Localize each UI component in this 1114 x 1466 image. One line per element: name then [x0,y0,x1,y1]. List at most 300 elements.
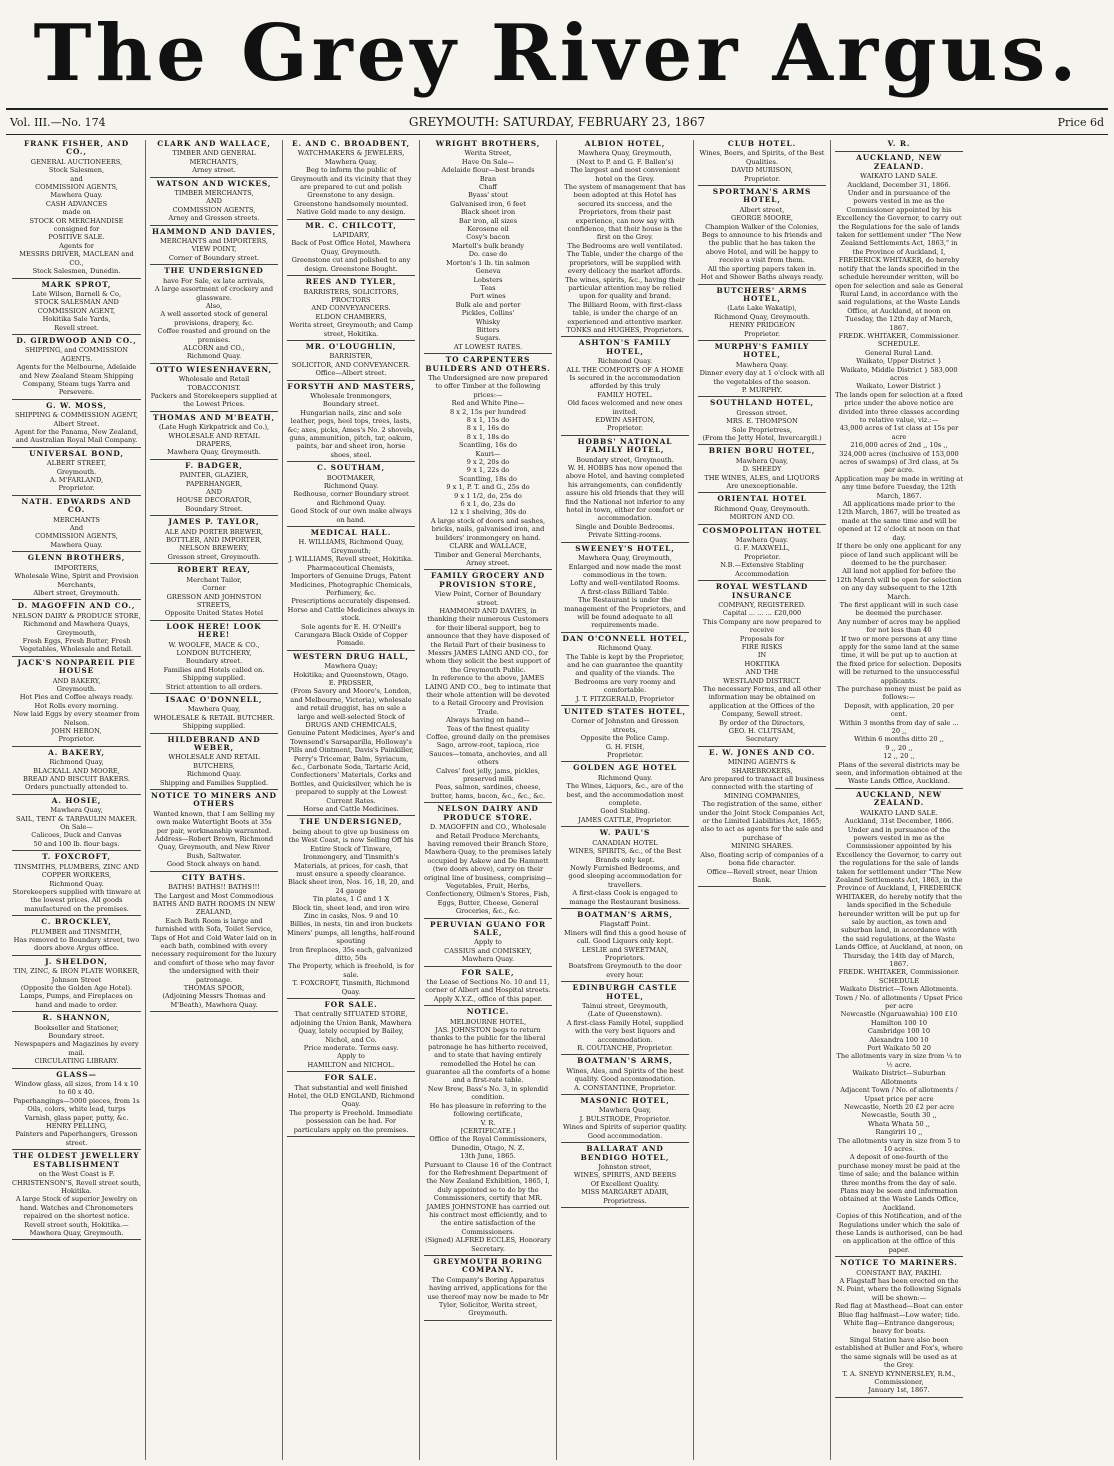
ad-text-line: Waikato District—Town Allotments. [839,985,959,994]
ad-text-line: WESTLAND DISTRICT. [723,676,801,685]
advertisement [287,464,415,527]
ad-text-line: On Sale— [60,823,93,832]
ad-title: J. SHELDON, [45,956,108,966]
ad-text-line: Do. case do [468,250,508,259]
ad-text-line: Arney and Gresson streets. [168,214,260,223]
ad-text-line: WINES, SPIRITS, &c., of the Best Brands only kept. [568,847,682,864]
ad-title: HAMMOND AND DAVIES, [152,226,276,236]
ad-text-line: Mawhera Quay, Greymouth, [578,149,672,158]
ad-text-line: If there be only one applicant for any piece of land such applicant will be deemed to be the purchaser. [836,542,962,567]
advertisement [561,764,689,827]
column-1 [8,140,145,1460]
ad-text-line: Corner of Johnston and Gresson streets, [571,717,679,734]
ad-text-line: GEORGE MOORE, [730,214,794,223]
ad-text-line: Wines, Ales, and Spirits of the best quality. Good accommodation. [566,1066,684,1084]
ad-text-line: Application may be made in writing at any time before Tuesday, the 12th March, 1867. [835,474,964,500]
ad-text-line: Proposals for [739,634,785,643]
advertisement [12,602,141,656]
ad-text-line: AND BAKERY, [52,676,101,685]
ad-text-line: JAS. JOHNSTON begs to return thanks to the public for the liberal patronage he has hitherto received, and to state that having entirely remodelled the Hotel he can guarantee all the comforts of a home and a first-rate table. [426,1026,550,1085]
ad-text-line: BREAD AND BISCUIT BAKERS. [22,775,131,784]
ad-text-line: Mawhera Quay, [735,456,789,465]
ad-text-line: Champion Walker of the Colonies, Begs to announce to his friends and the public that he has taken the above Hotel, and will be happy to receive a visit from them. [701,222,823,265]
ad-text-line: FREDK. WHITAKER, Commissioner. [838,968,960,977]
ad-text-line: GENERAL AUCTIONEERS, [30,157,123,166]
ad-text-line: MINING SHARES. [730,842,794,851]
advertisement [561,829,689,909]
ad-text-line: MISS MARGARET ADAIR, Proprietress. [581,1188,669,1205]
ad-text-line: The Largest and Most Commodious [154,891,274,900]
ad-text-line: (Next to P. and G. F. Ballen's) [576,157,674,166]
advertisement [561,984,689,1055]
ad-text-line: Morton's 1 lb. tin salmon [446,258,530,267]
advertisement [698,583,826,747]
ad-text-line: Newly Furnished Bedrooms, and good sleeping accommodation for travellers. [568,863,682,889]
ad-title: FORSYTH AND MASTERS, [287,381,415,391]
advertisement [12,337,141,400]
ad-text-line: consigned for [53,225,100,234]
ad-text-line: Blue flag halfmast—Low water; tide. [837,1310,961,1319]
ad-text-line: 8 x 1, 18s do [466,432,510,441]
ad-text-line: Newcastle, North 20 £2 per acre [843,1102,955,1111]
ad-text-line: Richmond Quay. [597,357,653,366]
ad-text-line: Newspapers and Magazines by every mail. [14,1040,139,1057]
ad-title: CLUB HOTEL. [727,140,797,148]
ad-title: ASHTON'S FAMILY HOTEL, [578,338,672,356]
ad-text-line: VIEW POINT, [191,245,237,254]
ad-text-line: Richmond Quay. [49,879,104,888]
ad-text-line: Mawhera Quay. [50,191,103,200]
ad-title: FOR SALE. [324,1073,378,1083]
advertisement [287,529,415,651]
ad-text-line: CANADIAN HOTEL [592,838,658,847]
ad-text-line: WAIKATO LAND SALE. [860,172,938,181]
ad-text-line: 9 ,, 20 ,, [885,743,913,752]
advertisement [150,623,278,694]
ad-title: F. BADGER, [185,460,243,470]
ad-text-line: Greymouth. [56,684,97,693]
ad-text-line: A large assortment of crockery and glassware. [154,285,274,302]
advertisement [287,343,415,381]
ad-title: ROYAL WESTLAND INSURANCE [715,582,809,600]
ad-text-line: ALL THE COMFORTS OF A HOME [566,365,684,374]
ad-title: OTTO WIESENHAVERN, [155,364,273,374]
ad-title: LOOK HERE! LOOK HERE! [166,621,262,640]
ad-text-line: 216,000 acres of 2nd ,, 10s ,, [850,441,948,450]
ad-text-line: D. SHEEDY [742,465,782,474]
ad-title: JAMES P. TAYLOR, [168,517,260,527]
ad-text-line: Newcastle, South 30 ,, [861,1111,937,1120]
ad-text-line: Newcastle (Ngaruawahia) 100 £10 [840,1010,958,1019]
ad-text-line: AND [206,197,222,206]
advertisement [12,498,141,552]
ad-text-line: MERCHANTS [53,515,100,524]
ad-text-line: Apply to [474,938,502,947]
ad-text-line: CIRCULATING LIBRARY. [34,1057,119,1066]
ad-title: R. SHANNON, [42,1013,111,1023]
advertisement [835,154,963,788]
ad-title: MASONIC HOTEL, [580,1096,670,1106]
ad-text-line: Good Stock always on hand. [166,860,262,869]
ad-text-line: Arney street. [466,558,510,567]
advertisement [561,635,689,706]
ad-text-line: Pharmaceutical Chemists, [307,563,395,572]
ad-title: ISAAC O'DONNELL, [165,694,263,704]
ad-text-line: Plans may be seen and information obtained at the Waste Lands Office, Auckland. [839,1186,959,1212]
ad-text-line: Mawhera Quay, [598,1106,652,1115]
ad-text-line: TIN, ZINC, & IRON PLATE WORKER, [13,967,140,976]
ad-title: C. SOUTHAM, [317,463,385,473]
ad-text-line: MRS. E. THOMPSON [726,417,798,426]
ad-text-line: Pursuant to Clause 16 of the Contract for the Refreshment Department of the New Zealand Exhibition, 1865, I, duly appointed so to do by the Commissioners, certify that MR. JAMES JOHNSTONE has carried out his contract most efficiently, and to the entire satisfaction of the Commissioners. [424,1160,552,1236]
ad-title: BALLARAT AND BENDIGO HOTEL, [580,1144,670,1162]
ad-text-line: Plans of the several districts may be seen, and information obtained at the Waste Lands Office, Auckland. [835,760,963,786]
ad-text-line: Proprietor. [58,484,95,493]
ad-text-line: R. COUTANCHE, Proprietor. [577,1044,673,1053]
ad-text-line: ALE AND PORTER BREWER, [164,527,264,536]
advertisement [150,566,278,620]
ad-text-line: Agent for the Panama, New Zealand, and Australian Royal Mail Company. [14,428,139,445]
ad-text-line: COMMISSION AGENTS, [35,183,118,192]
ad-text-line: The necessary Forms, and all other information may be obtained on application at the Offices of the Company, Sewell street. [703,684,821,719]
ad-title: HILDEBRAND AND WEBER, [167,734,261,752]
ad-title: ROBERT REAY, [177,565,251,575]
ad-text-line: Hokitika; and Queenstown, Otago. [293,670,409,679]
ad-title: SWEENEY'S HOTEL, [575,543,675,553]
columns-container [8,140,1106,1460]
ad-text-line: Singal Station have also been established at Buller and Fox's, where the same signals will be used as at the Grey. [835,1335,963,1370]
ad-text-line: The Billiard Room, with first-class table, is under the charge of an experienced and attentive marker. [567,300,683,326]
ad-text-line: Proprietor. [743,174,781,183]
ad-text-line: Mawhera Quay. [735,536,789,545]
advertisement [698,447,826,493]
ad-text-line: Tainui street, Greymouth, [582,1002,668,1010]
ad-text-line: January 1st, 1867. [868,1386,930,1395]
advertisement [12,958,141,1012]
advertisement [424,1008,552,1256]
ad-text-line: COMMISSION AGENTS, [172,205,256,214]
ad-text-line: H. WILLIAMS, Richmond Quay, Greymouth; [298,538,404,555]
ad-text-line: Hot Pies and Coffee always ready. [19,693,134,702]
ad-text-line: Wholesale Ironmongers, [310,391,392,400]
ad-text-line: STOCK SALESMAN AND COMMISSION AGENT, [34,298,119,315]
ad-text-line: WHOLESALE & RETAIL BUTCHER. [153,713,275,722]
ad-text-line: Window glass, all sizes, from 14 x 10 to 60 x 40. [14,1080,139,1097]
ad-text-line: PAPERHANGER, [185,479,243,488]
ad-text-line: Red flag at Masthead—Boat can enter [835,1302,963,1311]
ad-text-line: Town / No. of allotments / Upset Price per acre [835,993,963,1011]
ad-title: T. FOXCROFT, [42,852,111,862]
advertisement [424,805,552,918]
ad-text-line: Storekeepers supplied with tinware at the lowest prices. All goods manufactured on the premises. [12,887,141,913]
ad-text-line: W. WOOLFE, MACE & CO., [168,640,260,649]
ad-text-line: 13th June, 1865. [460,1152,516,1161]
ad-text-line: Werita street, Greymouth; and Camp street, Hokitika. [289,321,413,338]
ad-title: E. AND C. BROADBENT, [291,140,410,148]
ad-text-line: Always having on hand— [446,716,530,725]
ad-text-line: LONDON BUTCHERY, [176,648,252,657]
ad-text-line: Zinc in casks, Nos. 9 and 10 [303,911,399,920]
ad-text-line: Johnston street, [598,1162,652,1171]
ad-text-line: J. BULSTRODE, Proprietor. [579,1114,671,1123]
advertisement [561,1145,689,1208]
ad-text-line: BARRISTERS, SOLICITORS, PROCTORS [303,287,399,304]
ad-text-line: Albert street, [739,205,785,214]
ad-text-line: the Lease of Sections No. 10 and 11, corner of Albert and Hospital streets. Apply X.Y.Z., office of this paper. [425,978,551,1003]
ad-text-line: Waikato, Lower District } [856,382,942,391]
ad-title: REES AND TYLER, [305,277,397,287]
ad-text-line: Shipping supplied. [182,674,246,683]
ad-text-line: BATHS AND BATH ROOMS IN NEW ZEALAND, [152,899,276,917]
ad-text-line: (Opposite the Golden Age Hotel). [20,983,133,992]
ad-text-line: Miners will find this a good house of call. Good Liquors only kept. [564,928,686,946]
ad-text-line: BARRISTER, [329,352,373,361]
ad-text-line: EDWIN ASHTON, [595,416,655,424]
ad-text-line: Calicoes, Duck and Canvas [31,831,122,840]
ad-title: HOBBS' NATIONAL FAMILY HOTEL, [577,436,673,455]
ad-text-line: Late Wilson, Barnell & Co, [31,289,122,298]
ad-text-line: MORTON AND CO. [729,513,795,522]
ad-title: MR. O'LOUGHLIN, [305,341,397,351]
advertisement [287,653,415,817]
advertisement [150,140,278,178]
ad-text-line: That substantial and well finished Hotel, the OLD ENGLAND, Richmond Quay. [287,1083,415,1109]
ad-title: WRIGHT BROTHERS, [435,140,541,148]
ad-text-line: Cosy's bacon [466,233,510,242]
ad-text-line: View Point, Corner of Boundary street. [434,590,542,607]
ad-text-line: Back of Post Office Hotel, Mawhera Quay, Greymouth. [291,239,411,256]
ad-text-line: THOMAS SPOOR, [183,983,245,992]
ad-title: NOTICE. [466,1007,510,1017]
ad-text-line: Boundary Street. [185,504,243,513]
ad-text-line: Under and in pursuance of the powers vested in me as the Commissioner appointed by his Excellency the Governor, to carry out the regulations for the sale of lands taken for settlement under "The New Zealand Settlements Act, 1863, in the Province of Auckland, I, FREDERICK WHITAKER, do hereby notify that the lands specified in the Schedule hereunder written will be put up for sale by auction, as town and suburban land, in accordance with the said regulations, at the Waste Lands Office, at Auckland, at noon, on Thursday, the 14th day of March, 1867. [835,825,963,968]
ad-text-line: Enlarged and now made the most commodious in the town. [568,562,682,579]
ad-text-line: GEO. H. CLUTSAM, [728,727,796,735]
advertisement [287,383,415,463]
advertisement [424,1258,552,1321]
ad-text-line: Tin plates, 1 C and 1 X [312,895,390,904]
ad-text-line: E. PROSSER, [328,678,374,687]
ad-text-line: BUTCHERS, [193,761,235,770]
ad-text-line: CLARK and WALLACE, [449,542,527,551]
ad-text-line: POSITIVE SALE. [48,233,105,242]
ad-text-line: 50 and 100 lb. flour bags. [33,839,120,848]
ad-text-line: Also, floating scrip of companies of a bona fide character. [700,850,824,868]
ad-text-line: The allotments vary in size from ¼ to ½ acre. [836,1052,962,1069]
ad-text-line: PAINTER, GLAZIER, [179,471,249,480]
volume-number: Vol. III.—No. 174 [10,115,106,129]
ad-title: THOMAS AND M'BEATH, [152,412,276,422]
ad-text-line: Strict attention to all orders. [165,682,263,691]
ad-text-line: (Late Lake Wakatip), [727,304,797,313]
ad-text-line: Good Stock of our own make always on hand. [290,507,412,524]
ad-text-line: NELSON BREWERY, [179,544,249,553]
ad-text-line: Richmond Quay, [49,758,104,767]
ad-text-line: Mawhera Quay, [50,806,103,815]
ad-text-line: Price moderate. Terms easy. [303,1044,399,1053]
ad-text-line: Wines, Beers, and Spirits, of the Best Qualities. [699,149,825,166]
advertisement [424,572,552,803]
ad-text-line: The Table, under the charge of the proprietors, will be supplied with every delicacy the market affords. The wines, spirits, &c., having their particular attention may be relied upon for quality and brand. [565,250,685,301]
advertisement [12,659,141,747]
ad-title: EDINBURGH CASTLE HOTEL, [572,983,678,1001]
advertisement [150,366,278,412]
ad-text-line: The Table is kept by the Proprietor, and he can guarantee the quantity and quality of the viands. The Bedrooms are very roomy and comfortable. [565,652,685,695]
advertisement [150,267,278,363]
ad-text-line: (From Savory and Moore's, London, and Melbourne, Victoria), wholesale and retail druggist, has on sale a large and well-selected Stock of [290,687,412,721]
ad-text-line: Proprietor. [58,735,95,744]
ad-title: NOTICE TO MINERS AND OTHERS [151,791,277,809]
ad-text-line: Waikato District—Suburban Allotments [852,1069,946,1086]
ad-text-line: Good Stabling. [600,807,650,816]
ad-text-line: 324,000 acres (inclusive of 153,000 acres of swamps) of 3rd class, at 5s per acre. [839,449,959,475]
ad-text-line: If two or more persons at any time apply for the same land at the same time, it will be put up to auction at the fixed price for selection. Deposits will be returned to the unsuccessful applicants. [836,634,962,685]
ad-text-line: Boundary street. [185,657,243,666]
ad-text-line: Chaff [479,183,497,192]
ad-text-line: A well assorted stock of general provisions, drapery, &c. [160,310,268,327]
ad-title: FRANK FISHER, AND CO., [23,140,130,157]
ad-text-line: Albert Street. [53,419,100,428]
ad-text-line: The first applicant will in such case be deemed the purchaser. [839,600,959,618]
advertisement [287,140,415,220]
ad-text-line: W. H. HOBBS has now opened the above Hotel, and having completed his arrangements, can confidently assure his old friends that they will find the National not inferior to any hotel in town, either for comfort or accommodation. [565,464,685,523]
advertisement [835,140,963,152]
ad-text-line: Auckland, December 31, 1866. [847,180,951,189]
advertisement [698,527,826,581]
ad-text-line: HAMMOND AND DAVIES, in thanking their numerous Customers for their liberal support, beg to announce that they have disposed of the Retail Part of their business to Messrs JAMES LAING AND CO., for whom they solicit the best support of the Greymouth Public. [425,606,551,674]
ad-text-line: Waikato, Upper District } [856,357,942,366]
ad-text-line: Richmond Quay. [323,482,379,491]
ad-text-line: Scantling, 18s do [459,474,517,483]
advertisement [561,339,689,435]
ad-text-line: TINSMITHS, PLUMBERS, ZINC AND COPPER WORKERS, [13,862,140,880]
ad-text-line: Sago, arrow-root, tapioca, rice [436,741,540,750]
ad-text-line: JOHN HERON, [51,727,102,735]
ad-text-line: Byass' stout [467,191,509,200]
ad-title: CITY BATHS. [181,872,247,882]
ad-text-line: WINES, SPIRITS, AND BEERS [573,1171,677,1180]
ad-text-line: Greymouth. [56,467,97,476]
ad-text-line: Varnish, glass paper, putty, &c. [24,1113,129,1122]
ad-title: UNITED STATES HOTEL, [564,707,686,716]
ad-text-line: Port wines [470,292,506,301]
ad-text-line: Black sheet iron [460,208,516,217]
ad-text-line: (Adjoining Messrs Thomas and M'Beath), Mawhera Quay. [162,992,266,1009]
ad-text-line: G. H. FISH, [605,742,645,751]
ad-text-line: Lobsters [473,275,503,284]
ad-text-line: COMPANY, REGISTERED. [718,600,806,609]
ad-text-line: A. CONSTANTINE, Proprietor. [573,1083,677,1092]
ad-text-line: Richmond Quay. [597,644,653,653]
advertisement [698,399,826,445]
ad-text-line: Families and Hotels called on. [163,665,265,674]
ad-text-line: General Rural Land. [865,348,933,357]
ad-title: A. HOSIE, [51,795,102,805]
ad-text-line: GRESSON AND JOHNSTON STREETS, [166,592,262,609]
ad-text-line: AND THE [745,668,779,677]
ad-text-line: Bran [479,174,497,183]
ad-text-line: The system of management that has been adopted at this Hotel has secured its success, and the Proprietors, from their past experience, can now say with confidence, that their house is the first on the Grey. [564,183,686,242]
ad-text-line: The largest and most convenient hotel on the Grey. [570,166,680,183]
ad-text-line: Old faces welcomed and new ones invited. [567,399,683,416]
ad-text-line: A large Stock of superior Jewelry on hand. Watches and Chronometers repaired on the shortest notice. [15,1195,138,1221]
ad-text-line: Mawhera Quay. [50,540,103,549]
ad-text-line: Redhouse, corner Boundary street and Richmond Quay. [293,490,409,507]
ad-text-line: HOUSE DECORATOR, [176,496,252,505]
ad-text-line: Are prepared to transact all business connected with the starting of [699,775,825,792]
ad-title: BUTCHERS' ARMS HOTEL, [716,285,808,303]
ad-text-line: Fresh Eggs, Fresh Butter, Fresh Vegetables, Wholesale and Retail. [19,636,134,654]
ad-text-line: WAIKATO LAND SALE. [860,808,938,817]
ad-text-line: BLACKALL AND MOORE, [33,766,120,775]
ad-text-line: WHOLESALE AND RETAIL DRAPERS, [168,431,260,448]
ad-text-line: Have On Sale— [461,157,515,166]
ad-text-line: Adelaide flour—best brands [441,166,535,175]
ad-text-line: 43,000 acres of 1st class at 15s per acre [839,424,959,441]
ad-text-line: THE WINES, ALES, and LIQUORS Are unexceptionable. [704,473,820,491]
ad-title: FAMILY GROCERY AND PROVISION STORE, [430,571,546,589]
ad-title: V. R. [887,140,911,148]
ad-text-line: Scantling, 16s do [459,441,517,450]
advertisement [12,450,141,496]
ad-text-line: N.B.—Extensive Stabling Accommodation [720,561,804,578]
ad-text-line: Hot and Shower Baths always ready. [700,273,824,282]
ad-text-line: P. MURPHY. [741,385,783,394]
ad-text-line: COMMISSION AGENTS, [35,532,118,541]
ad-text-line: being about to give up business on the West Coast, is now Selling Off his Entire Stock of Tinware, Ironmongery, and Tinsmith's Materials, at prices, for cash, that must ensure a speedy clearance. [288,827,414,878]
ad-text-line: The Wines, Liquors, &c., are of the best, and the accommodation most complete. [566,782,684,808]
advertisement [835,791,963,1257]
ad-text-line: 9 x 2, 20s do [466,458,510,467]
ad-title: SOUTHLAND HOTEL, [709,398,815,408]
advertisement [424,356,552,570]
ad-text-line: Stock Salesmen, Dunedin. [32,267,121,276]
ad-text-line: White flag—Entrance dangerous; heavy for boats. [843,1319,955,1336]
ad-text-line: Hot Rolls every morning. [34,701,119,710]
ad-text-line: V. R. [480,1118,496,1127]
ad-title: JACK'S NONPAREIL PIE HOUSE [17,657,136,676]
ad-title: NELSON DAIRY AND PRODUCE STORE. [437,804,539,822]
ad-text-line: Bitters [476,325,500,334]
ad-text-line: Agents for [59,241,94,250]
ad-text-line: Greenstone handsomely mounted. [293,199,409,208]
ad-text-line: Geneva [475,267,501,276]
ad-text-line: BATHS! BATHS!! BATHS!!! [168,883,260,892]
ad-text-line: By order of the Directors, [719,718,805,727]
ad-text-line: 8 x 1, 16s do [466,424,510,433]
ad-title: G. W. MOSS, [46,400,107,410]
ad-text-line: Apply to [337,1052,365,1061]
ad-text-line: Richmond Quay, Greymouth. [714,504,810,513]
ad-text-line: 8 x 1, 15s do [466,416,510,424]
advertisement [698,188,826,284]
masthead-title: The Grey River Argus. [33,8,1081,99]
advertisement [150,180,278,226]
advertisement [12,1152,141,1240]
ad-text-line: IN [757,651,767,660]
advertisement [835,1259,963,1398]
ad-text-line: In reference to the above, JAMES LAING AND CO., beg to intimate that their whole attention will be devoted to a Retail Grocery and Provision Trade. [425,674,551,716]
ad-text-line: Iron fireplaces, 35s each, galvanized ditto, 50s [289,945,413,962]
ad-text-line: DAVID MURISON, [731,166,793,175]
ad-text-line: The Undersigned are now prepared to offer Timber at the following prices:— [428,373,548,399]
ad-text-line: Port Waikato 50 20 [867,1044,931,1053]
ad-text-line: SCHEDULE. [877,340,921,349]
ad-text-line: Whisky [475,317,501,326]
ad-title: BOATMAN'S ARMS, [577,1056,673,1066]
advertisement [12,1071,141,1151]
ad-text-line: Alexandra 100 10 [869,1035,929,1044]
